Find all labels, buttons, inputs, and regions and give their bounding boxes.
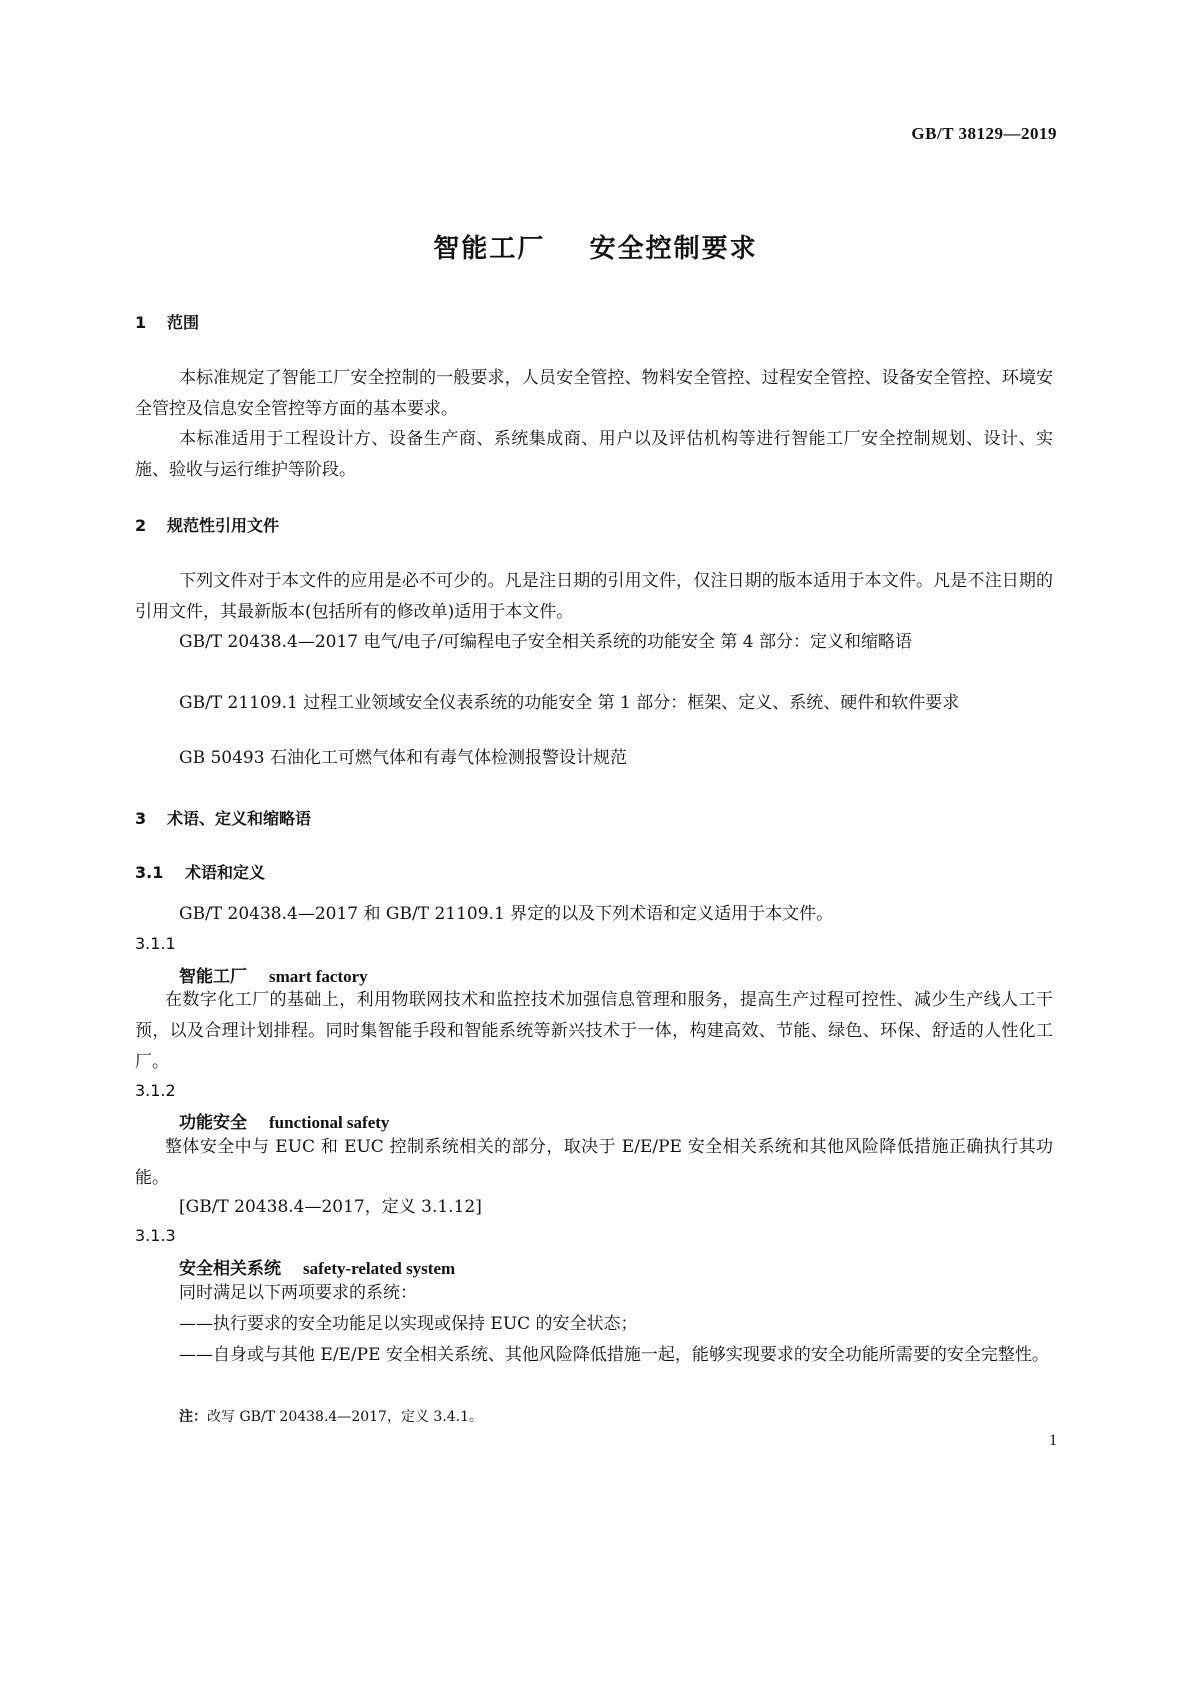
- note: [179, 1406, 483, 1426]
- reference-item: GB/T 20438.4—2017 电气/电子/可编程电子安全相关系统的功能安全 第 4 部分：定义和缩略语: [179, 632, 912, 652]
- section-number: 1: [135, 313, 147, 332]
- reference-item: GB/T 21109.1 过程工业领域安全仪表系统的功能安全 第 1 部分：框架、定义、系统、硬件和软件要求: [179, 693, 960, 713]
- term-source: [GB/T 20438.4—2017，定义 3.1.12]: [179, 1197, 482, 1217]
- term-number: 3.1.3: [135, 1226, 176, 1245]
- scope-paragraph-1: 本标准规定了智能工厂安全控制的一般要求，人员安全管控、物料安全管控、过程安全管控、设备安全管控、环境安全管控及信息安全管控等方面的基本要求。: [135, 368, 1053, 419]
- note-text: 改写 GB/T 20438.4—2017，定义 3.4.1。: [207, 1409, 484, 1425]
- section-2-heading: [135, 513, 279, 536]
- subsection-number: 3.1: [135, 863, 164, 882]
- term-number: 3.1.1: [135, 934, 176, 953]
- term-heading: [179, 1254, 455, 1279]
- page-number: 1: [1049, 1432, 1057, 1449]
- standard-number: GB/T 38129—2019: [911, 124, 1057, 143]
- scope-paragraph-2: 本标准适用于工程设计方、设备生产商、系统集成商、用户以及评估机构等进行智能工厂安全控制规划、设计、实施、验收与运行维护等阶段。: [135, 429, 1053, 480]
- term-english: safety-related system: [303, 1259, 456, 1278]
- term-number: 3.1.2: [135, 1081, 176, 1100]
- section-title: 术语、定义和缩略语: [167, 809, 312, 828]
- term-english: functional safety: [269, 1113, 390, 1132]
- section-title: 范围: [167, 313, 200, 332]
- section-3-heading: [135, 806, 311, 829]
- list-item: ——自身或与其他 E/E/PE 安全相关系统、其他风险降低措施一起，能够实现要求的安全功能所需要的安全完整性。: [179, 1345, 1049, 1365]
- subsection-title: 术语和定义: [185, 863, 266, 882]
- document-title: 智能工厂 安全控制要求: [433, 234, 758, 264]
- reference-item: GB 50493 石油化工可燃气体和有毒气体检测报警设计规范: [179, 748, 627, 768]
- term-chinese: 功能安全: [179, 1113, 247, 1133]
- section-1-heading: [135, 310, 199, 333]
- term-english: smart factory: [269, 967, 368, 986]
- list-item: ——执行要求的安全功能足以实现或保持 EUC 的安全状态；: [179, 1314, 638, 1334]
- term-chinese: 安全相关系统: [179, 1259, 281, 1279]
- section-number: 3: [135, 809, 147, 828]
- term-chinese: 智能工厂: [179, 967, 247, 987]
- term-definition: 整体安全中与 EUC 和 EUC 控制系统相关的部分，取决于 E/E/PE 安全相关系统和其他风险降低措施正确执行其功能。: [135, 1137, 1053, 1188]
- section-number: 2: [135, 516, 147, 535]
- section-title: 规范性引用文件: [167, 516, 280, 535]
- term-definition: 在数字化工厂的基础上，利用物联网技术和监控技术加强信息管理和服务，提高生产过程可控性、减少生产线人工干预，以及合理计划排程。同时集智能手段和智能系统等新兴技术于一体，构建高效、节能、绿色、环保、舒适的人性化工厂。: [135, 990, 1053, 1072]
- terms-intro: GB/T 20438.4—2017 和 GB/T 21109.1 界定的以及下列术语和定义适用于本文件。: [179, 904, 834, 924]
- subsection-3-1-heading: [135, 860, 265, 883]
- term-heading: [179, 1108, 389, 1133]
- term-heading: [179, 962, 368, 987]
- normative-references-intro: 下列文件对于本文件的应用是必不可少的。凡是注日期的引用文件，仅注日期的版本适用于本文件。凡是不注日期的引用文件，其最新版本(包括所有的修改单)适用于本文件。: [135, 571, 1053, 622]
- term-definition: 同时满足以下两项要求的系统：: [179, 1283, 417, 1303]
- note-label: 注：: [179, 1409, 207, 1425]
